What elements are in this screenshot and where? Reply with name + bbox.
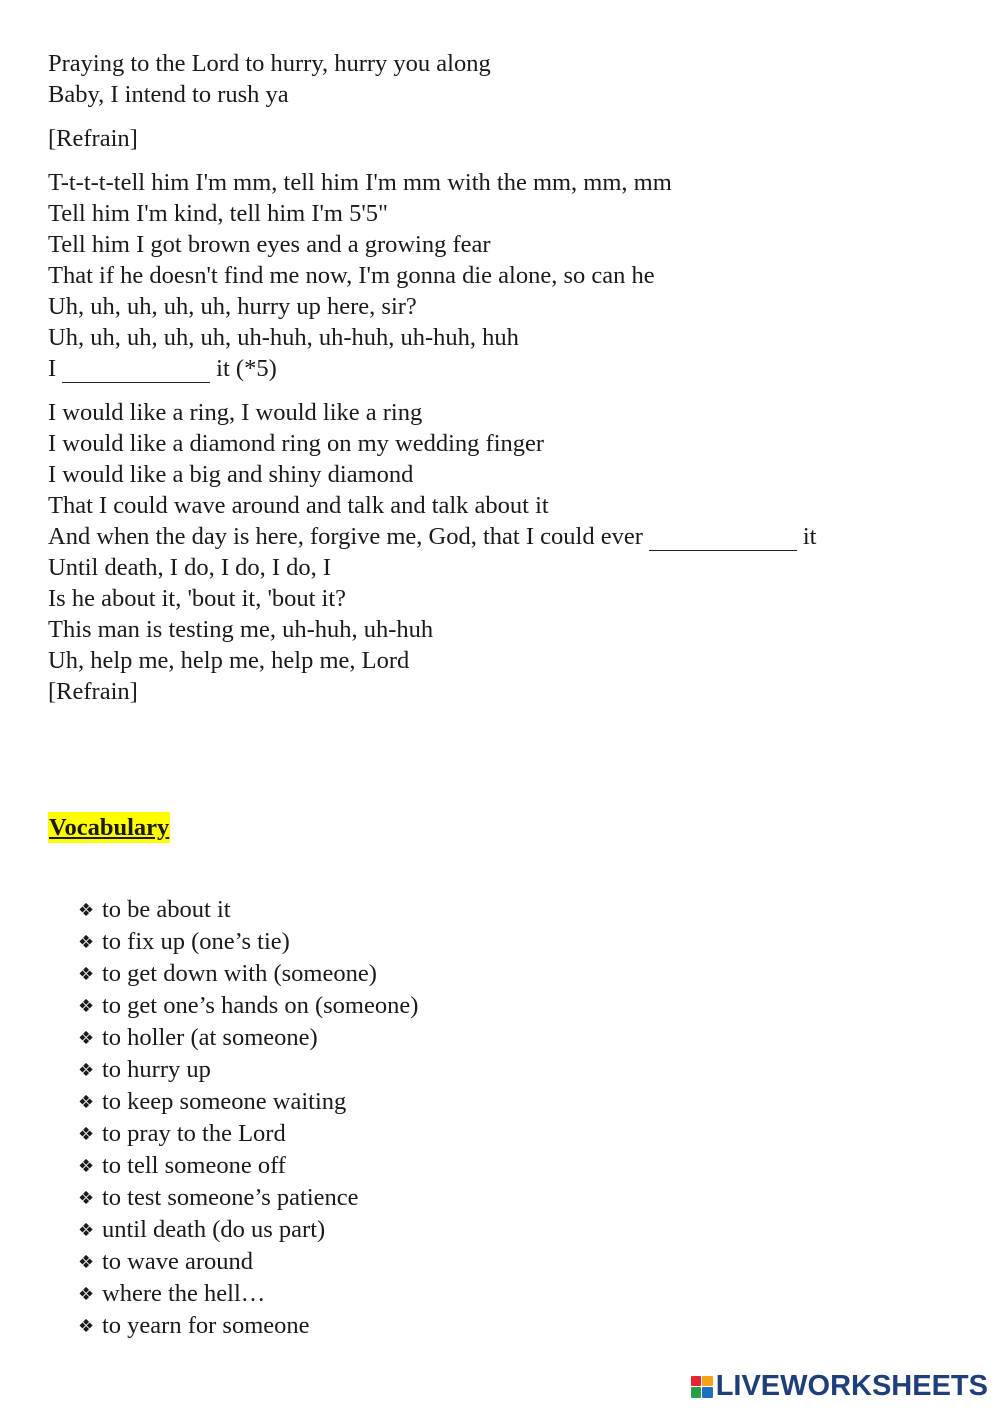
vocabulary-item [78, 1278, 418, 1310]
vocabulary-list [78, 894, 418, 1342]
vocabulary-term: to holler (at someone) [102, 1024, 318, 1051]
lyric-line: Tell him I'm kind, tell him I'm 5'5" [48, 200, 388, 227]
vocabulary-item [78, 926, 418, 958]
vocabulary-item [78, 1118, 418, 1150]
lyric-line: Tell him I got brown eyes and a growing fear [48, 231, 491, 258]
vocabulary-term: to hurry up [102, 1056, 211, 1083]
liveworksheets-logo[interactable] [691, 1372, 988, 1401]
diamond-bullet-icon: ❖ [78, 900, 95, 921]
lyric-line: I would like a big and shiny diamond [48, 461, 414, 488]
vocabulary-item [78, 1150, 418, 1182]
lyric-line: Baby, I intend to rush ya [48, 81, 289, 108]
lyric-line: Uh, help me, help me, help me, Lord [48, 647, 410, 674]
vocabulary-term: until death (do us part) [102, 1216, 326, 1243]
vocabulary-heading: Vocabulary [49, 814, 170, 841]
vocabulary-item [78, 1182, 418, 1214]
vocabulary-item [78, 1310, 418, 1342]
lyric-text-before-blank: And when the day is here, forgive me, God, that I could ever [48, 523, 643, 550]
vocabulary-term: to get down with (someone) [102, 960, 377, 987]
vocabulary-item [78, 1054, 418, 1086]
fill-in-blank-1[interactable] [62, 356, 210, 383]
lyric-line: This man is testing me, uh-huh, uh-huh [48, 616, 434, 643]
refrain-label: [Refrain] [48, 678, 138, 705]
diamond-bullet-icon: ❖ [78, 1124, 95, 1145]
diamond-bullet-icon: ❖ [78, 1028, 95, 1049]
diamond-bullet-icon: ❖ [78, 1284, 95, 1305]
vocabulary-term: to yearn for someone [102, 1312, 310, 1339]
vocabulary-term: where the hell… [102, 1280, 266, 1307]
vocabulary-term: to wave around [102, 1248, 254, 1275]
diamond-bullet-icon: ❖ [78, 1188, 95, 1209]
lyric-line: Uh, uh, uh, uh, uh, hurry up here, sir? [48, 293, 417, 320]
diamond-bullet-icon: ❖ [78, 1092, 95, 1113]
lyric-line: That if he doesn't find me now, I'm gonna die alone, so can he [48, 262, 655, 289]
lyric-text-after-blank: it [802, 523, 817, 550]
diamond-bullet-icon: ❖ [78, 964, 95, 985]
diamond-bullet-icon: ❖ [78, 1060, 95, 1081]
lyric-line: Praying to the Lord to hurry, hurry you along [48, 50, 491, 77]
vocabulary-item [78, 1214, 418, 1246]
lyric-text-before-blank: I [48, 355, 57, 382]
vocabulary-term: to pray to the Lord [102, 1120, 286, 1147]
diamond-bullet-icon: ❖ [78, 1252, 95, 1273]
refrain-label: [Refrain] [48, 125, 138, 152]
fill-in-blank-2[interactable] [649, 524, 797, 551]
lyric-text-after-blank: it (*5) [216, 355, 277, 382]
vocabulary-term: to tell someone off [102, 1152, 286, 1179]
diamond-bullet-icon: ❖ [78, 1156, 95, 1177]
vocabulary-item [78, 1086, 418, 1118]
vocabulary-term: to be about it [102, 896, 231, 923]
lyric-line-with-blank [48, 521, 816, 552]
vocabulary-term: to get one’s hands on (someone) [102, 992, 419, 1019]
lyric-line-with-blank [48, 353, 277, 384]
diamond-bullet-icon: ❖ [78, 1220, 95, 1241]
vocabulary-item [78, 894, 418, 926]
diamond-bullet-icon: ❖ [78, 1316, 95, 1337]
diamond-bullet-icon: ❖ [78, 932, 95, 953]
vocabulary-item [78, 1246, 418, 1278]
vocabulary-term: to keep someone waiting [102, 1088, 347, 1115]
vocabulary-item [78, 1022, 418, 1054]
lyric-line: Is he about it, 'bout it, 'bout it? [48, 585, 347, 612]
diamond-bullet-icon: ❖ [78, 996, 95, 1017]
lyric-line: I would like a ring, I would like a ring [48, 399, 423, 426]
lyric-line: I would like a diamond ring on my wedding finger [48, 430, 545, 457]
vocabulary-term: to fix up (one’s tie) [102, 928, 290, 955]
liveworksheets-wordmark: LIVEWORKSHEETS [715, 1370, 988, 1402]
liveworksheets-icon [691, 1376, 713, 1398]
lyric-line: Until death, I do, I do, I do, I [48, 554, 332, 581]
vocabulary-term: to test someone’s patience [102, 1184, 359, 1211]
lyric-line: T-t-t-t-tell him I'm mm, tell him I'm mm with the mm, mm, mm [48, 169, 672, 196]
vocabulary-item [78, 990, 418, 1022]
lyric-line: Uh, uh, uh, uh, uh, uh-huh, uh-huh, uh-huh, huh [48, 324, 519, 351]
lyric-line: That I could wave around and talk and talk about it [48, 492, 549, 519]
vocabulary-item [78, 958, 418, 990]
